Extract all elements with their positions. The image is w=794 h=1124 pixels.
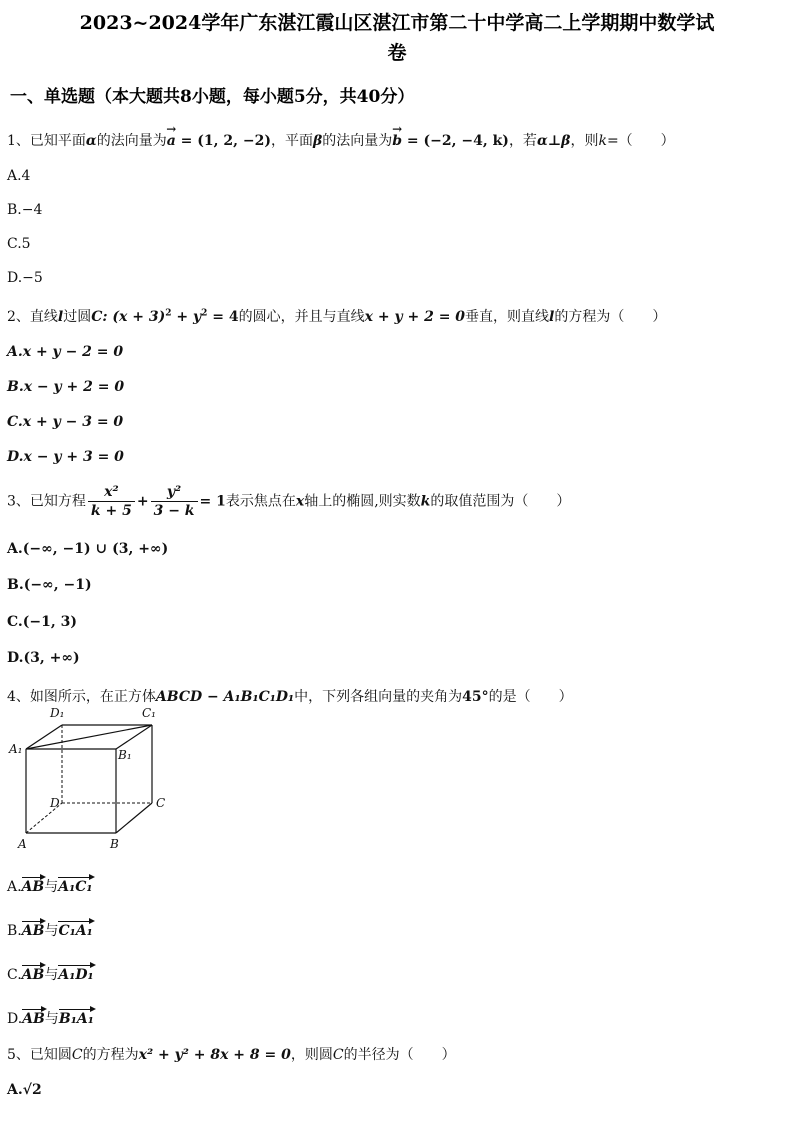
q1-perp: α⊥β: [536, 133, 571, 149]
cube-figure: [6, 705, 176, 855]
q2-option-c: C.x + y − 3 = 0: [7, 414, 124, 430]
q3-option-c: C.(−1, 3): [7, 614, 77, 630]
option-letter: D.: [7, 1011, 23, 1027]
option-letter: A.: [7, 879, 22, 895]
q1-option-d: D.−5: [7, 270, 43, 286]
q1-alpha: α: [85, 133, 97, 149]
q4-text-1: 如图所示，在正方体: [29, 689, 156, 705]
label-c: C: [156, 796, 166, 810]
q4-angle: 45°: [462, 689, 489, 705]
q5-text-3: ，则圆: [290, 1047, 333, 1063]
q1-text-3: ，平面: [270, 133, 313, 149]
q5-text-1: 已知圆: [29, 1047, 72, 1063]
vector-2: C₁A₁: [58, 923, 93, 939]
label-b: B: [110, 837, 119, 851]
q3-equals: = 1: [199, 493, 226, 510]
question-number: 1、: [7, 133, 30, 149]
question-3: [7, 483, 570, 520]
q2-option-d: D.x − y + 3 = 0: [7, 449, 124, 465]
q4-text-2: 中，下列各组向量的夹角为: [294, 689, 463, 705]
q5-c: C: [71, 1047, 83, 1063]
q1-option-a: A.4: [7, 168, 31, 184]
vector-1: AB: [21, 967, 45, 983]
q1-vector-a: → a: [167, 133, 176, 149]
q2-circle-end: = 4: [207, 309, 239, 325]
fraction-2-denominator: 3 − k: [153, 503, 195, 519]
vector-1: AB: [21, 879, 45, 895]
q2-text-2: 过圆: [63, 309, 92, 325]
q2-option-a: A.x + y − 2 = 0: [7, 344, 124, 360]
q2-circle: C: (x + 3): [91, 309, 166, 325]
q3-option-b: B.(−∞, −1): [7, 577, 92, 593]
q1-vector-b-value: = (−2, −4, k): [402, 133, 509, 149]
option-letter: B.: [7, 923, 22, 939]
q2-text-3: 的圆心，并且与直线: [238, 309, 365, 325]
q5-text-2: 的方程为: [82, 1047, 139, 1063]
question-number: 3、: [7, 493, 30, 510]
fraction-1-numerator: x²: [88, 483, 135, 502]
q4-option-a: [7, 876, 93, 896]
q3-plus: +: [136, 493, 149, 510]
q5-equation: x² + y² + 8x + 8 = 0: [138, 1047, 291, 1063]
q3-option-a: A.(−∞, −1) ∪ (3, +∞): [7, 541, 169, 557]
q5-option-a: A.√2: [7, 1082, 42, 1098]
q1-text-6: ，则: [570, 133, 599, 149]
question-number: 4、: [7, 689, 30, 705]
q1-vector-a-value: = (1, 2, −2): [175, 133, 271, 149]
vector-1: AB: [21, 923, 45, 939]
q2-line-l: l: [57, 309, 64, 325]
vector-2: A₁D₁: [58, 967, 94, 983]
q4-option-b: [7, 920, 93, 940]
option-connector: 与: [44, 923, 59, 939]
q1-text-2: 的法向量为: [96, 133, 167, 149]
q1-option-b: B.−4: [7, 202, 43, 218]
q3-text-1: 已知方程: [29, 493, 86, 510]
question-5: [7, 1044, 456, 1064]
q4-option-d: [7, 1008, 94, 1028]
option-connector: 与: [44, 879, 59, 895]
label-d: D: [50, 796, 60, 810]
fraction-2: [151, 483, 198, 520]
q3-x: x: [295, 493, 305, 510]
q4-cube-name: ABCD − A₁B₁C₁D₁: [155, 689, 295, 705]
question-2: [7, 306, 666, 326]
title-line-1: 2023~2024学年广东湛江霞山区湛江市第二十中学高二上学期期中数学试: [79, 12, 715, 34]
q4-text-3: 的是（ ）: [488, 689, 573, 705]
q2-sup-2: 2: [201, 308, 208, 319]
q2-option-b: B.x − y + 2 = 0: [7, 379, 125, 395]
fraction-1: [88, 483, 135, 520]
q1-text-4: 的法向量为: [322, 133, 393, 149]
q3-text-3: 轴上的椭圆,则实数: [304, 493, 421, 510]
label-c1: C₁: [142, 706, 156, 720]
label-a1: A₁: [9, 742, 23, 756]
edge-bc: [116, 803, 152, 833]
q4-option-c: [7, 964, 94, 984]
label-a: A: [18, 837, 27, 851]
question-number: 5、: [7, 1047, 30, 1063]
vector-2: A₁C₁: [58, 879, 93, 895]
q3-text-4: 的取值范围为（ ）: [430, 493, 571, 510]
q3-text-2: 表示焦点在: [225, 493, 296, 510]
question-4: [7, 686, 573, 706]
q1-k: k: [598, 133, 607, 149]
option-letter: C.: [7, 967, 22, 983]
q3-k: k: [420, 493, 431, 510]
option-connector: 与: [44, 1011, 59, 1027]
q2-text-1: 直线: [29, 309, 58, 325]
q2-text-4: 垂直，则直线: [465, 309, 550, 325]
q1-text-7: =（ ）: [606, 133, 675, 149]
section-heading: 一、单选题（本大题共8小题，每小题5分，共40分）: [10, 87, 415, 107]
q2-sup-1: 2: [165, 308, 172, 319]
q5-text-4: 的半径为（ ）: [343, 1047, 456, 1063]
label-d1: D₁: [50, 706, 65, 720]
q1-option-c: C.5: [7, 236, 31, 252]
q1-beta: β: [312, 133, 323, 149]
q3-option-d: D.(3, +∞): [7, 650, 80, 666]
question-number: 2、: [7, 309, 30, 325]
label-b1: B₁: [118, 748, 132, 762]
option-connector: 与: [44, 967, 59, 983]
q2-line-equation: x + y + 2 = 0: [364, 309, 466, 325]
q2-circle-mid: + y: [171, 309, 202, 325]
vector-1: AB: [22, 1011, 45, 1027]
q1-text-1: 已知平面: [29, 133, 86, 149]
q1-vector-b: → b: [392, 133, 402, 149]
q2-text-5: 的方程为（ ）: [554, 309, 667, 325]
q2-line-l-2: l: [549, 309, 555, 325]
q5-c-2: C: [332, 1047, 344, 1063]
title-line-2: 卷: [387, 42, 407, 64]
fraction-1-denominator: k + 5: [90, 503, 132, 519]
vector-2: B₁A₁: [58, 1011, 94, 1027]
page-title: [10, 8, 784, 68]
q1-text-5: ，若: [508, 133, 537, 149]
fraction-2-numerator: y²: [151, 483, 198, 502]
question-1: [7, 130, 675, 150]
